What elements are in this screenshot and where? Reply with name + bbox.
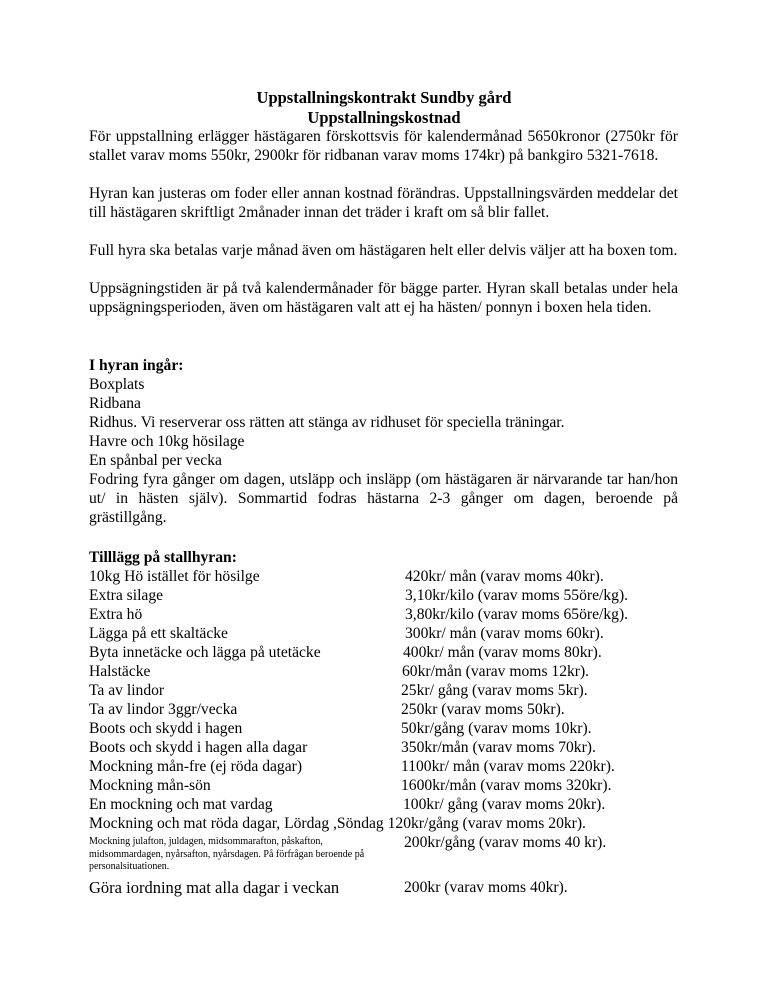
extras-row-name: Boots och skydd i hagen xyxy=(89,720,243,737)
extras-row-name: Lägga på ett skaltäcke xyxy=(89,625,228,642)
extras-row-price: 60kr/mån (varav moms 12kr). xyxy=(402,663,590,680)
extras-heading: Tilllägg på stallhyran: xyxy=(89,549,237,566)
extras-row xyxy=(0,643,768,662)
extras-row-name: 10kg Hö istället för hösilge xyxy=(89,568,260,585)
extras-row-name: Boots och skydd i hagen alla dagar xyxy=(89,739,308,756)
extras-row-name: En mockning och mat vardag xyxy=(89,796,273,813)
extras-row-price: 100kr/ gång (varav moms 20kr). xyxy=(403,796,606,813)
extras-row-price: 400kr/ mån (varav moms 80kr). xyxy=(403,644,602,661)
payment-paragraph: För uppstallning erlägger hästägaren förskottsvis för kalendermånad 5650kronor (2750kr för stallet varav moms 550kr, 2900kr för ridbanan varav moms 174kr) på bankgiro 5321-7618. xyxy=(89,128,678,164)
extras-row-name: Halstäcke xyxy=(89,663,151,680)
included-item: Ridhus. Vi reserverar oss rätten att stänga av ridhuset för speciella träningar. xyxy=(89,414,565,431)
extras-row-price: 25kr/ gång (varav moms 5kr). xyxy=(401,682,588,699)
extras-row-name: Mockning mån-fre (ej röda dagar) xyxy=(89,758,303,775)
extras-row xyxy=(0,795,768,814)
extras-row xyxy=(0,719,768,738)
extras-row xyxy=(0,878,768,897)
document-title: Uppstallningskontrakt Sundby gård xyxy=(256,88,512,107)
feeding-paragraph: Fodring fyra gånger om dagen, utsläpp och insläpp (om hästägaren är närvarande tar han/hon ut/ in hästen själv). Sommartid fodras hästarna 2-3 gånger om dagen, beroende på grästillgång. xyxy=(89,471,678,526)
extras-row-price: 3,80kr/kilo (varav moms 65öre/kg). xyxy=(405,606,629,623)
holidays-price: 200kr/gång (varav moms 40 kr). xyxy=(404,834,607,851)
extras-row-price: 50kr/gång (varav moms 10kr). xyxy=(401,720,592,737)
extras-row-name: Byta innetäcke och lägga på utetäcke xyxy=(89,644,321,661)
extras-row-name: Extra hö xyxy=(89,606,143,623)
extras-row-price: 300kr/ mån (varav moms 60kr). xyxy=(405,625,604,642)
extras-row-price: 1600kr/mån (varav moms 320kr). xyxy=(401,777,612,794)
extras-row xyxy=(0,738,768,757)
extras-row-price: 250kr (varav moms 50kr). xyxy=(401,701,565,718)
food-all-days-price: 200kr (varav moms 40kr). xyxy=(404,879,568,896)
extras-row xyxy=(0,757,768,776)
extras-row xyxy=(0,567,768,586)
holidays-note: Mockning julafton, juldagen, midsommarafton, påskafton, midsommardagen, nyårsafton, nyårsdagen. På förfrågan beroende på personalsituationen. xyxy=(89,836,365,872)
notice-paragraph: Uppsägningstiden är på två kalendermånader för bägge parter. Hyran skall betalas under hela uppsägningsperioden, även om hästägaren valt att ej ha hästen/ ponnyn i boxen hela tiden. xyxy=(89,280,678,316)
full-rent-paragraph: Full hyra ska betalas varje månad även om hästägaren helt eller delvis väljer att ha boxen tom. xyxy=(89,242,678,259)
adjustment-paragraph: Hyran kan justeras om foder eller annan kostnad förändras. Uppstallningsvärden meddelar det till hästägaren skriftligt 2månader innan det träder i kraft om så blir fallet. xyxy=(89,185,678,221)
extras-row xyxy=(0,586,768,605)
extras-row-price: 1100kr/ mån (varav moms 220kr). xyxy=(401,758,615,775)
extras-row xyxy=(0,662,768,681)
red-days-row: Mockning och mat röda dagar, Lördag ,Söndag 120kr/gång (varav moms 20kr). xyxy=(89,815,586,832)
extras-row xyxy=(0,776,768,795)
extras-row-name: Mockning mån-sön xyxy=(89,777,211,794)
extras-row xyxy=(0,681,768,700)
included-item: En spånbal per vecka xyxy=(89,452,222,469)
extras-row-price: 3,10kr/kilo (varav moms 55öre/kg). xyxy=(405,587,629,604)
extras-row-name: Extra silage xyxy=(89,587,164,604)
document-subtitle: Uppstallningskostnad xyxy=(307,108,461,127)
extras-row-price: 420kr/ mån (varav moms 40kr). xyxy=(405,568,604,585)
included-item: Havre och 10kg hösilage xyxy=(89,433,245,450)
extras-row xyxy=(0,700,768,719)
food-all-days-name: Göra iordning mat alla dagar i veckan xyxy=(89,878,340,897)
included-item: Ridbana xyxy=(89,395,141,412)
included-heading: I hyran ingår: xyxy=(89,357,184,374)
included-item: Boxplats xyxy=(89,376,145,393)
holidays-price-row xyxy=(0,833,768,852)
extras-row xyxy=(0,624,768,643)
extras-row-name: Ta av lindor xyxy=(89,682,165,699)
extras-row-price: 350kr/mån (varav moms 70kr). xyxy=(401,739,596,756)
extras-row xyxy=(0,605,768,624)
extras-row-name: Ta av lindor 3ggr/vecka xyxy=(89,701,238,718)
